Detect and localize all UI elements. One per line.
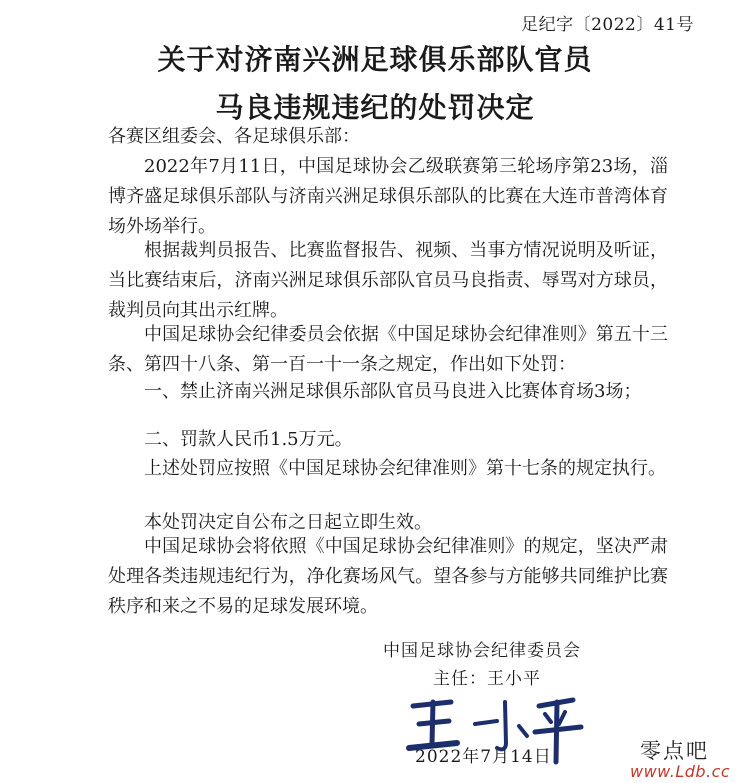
paragraph-penalty-1: 一、禁止济南兴洲足球俱乐部队官员马良进入比赛体育场3场；	[144, 381, 642, 402]
salutation: 各赛区组委会、各足球俱乐部：	[108, 126, 360, 147]
paragraph-penalty-2: 二、罚款人民币1.5万元。	[144, 429, 353, 450]
handwritten-signature	[405, 688, 605, 766]
paragraph-basis: 中国足球协会纪律委员会依据《中国足球协会纪律准则》第五十三条、第四十八条、第一百一十一条之规定，作出如下处罚：	[108, 324, 668, 375]
watermark-site-url: www.Ldb.cc	[630, 762, 731, 781]
paragraph-incident: 2022年7月11日，中国足球协会乙级联赛第三轮场序第23场，淄博齐盛足球俱乐部队与济南兴洲足球俱乐部队的比赛在大连市普湾体育场外场举行。	[108, 156, 668, 237]
document-number: 足纪字〔2022〕41号	[521, 15, 694, 35]
watermark-site-name: 零点吧	[640, 739, 709, 763]
paragraph-findings: 根据裁判员报告、比赛监督报告、视频、当事方情况说明及听证，当比赛结束后，济南兴洲足球俱乐部队官员马良指责、辱骂对方球员，裁判员向其出示红牌。	[108, 240, 668, 321]
document-title-line-2: 马良违规违纪的处罚决定	[215, 91, 535, 124]
paragraph-closing: 中国足球协会将依照《中国足球协会纪律准则》的规定，坚决严肃处理各类违规违纪行为，净化赛场风气。望各参与方能够共同维护比赛秩序和来之不易的足球发展环境。	[108, 536, 668, 617]
paragraph-effective: 本处罚决定自公布之日起立即生效。	[144, 512, 432, 533]
signature-chair: 主任：王小平	[433, 669, 541, 689]
paragraph-execution: 上述处罚应按照《中国足球协会纪律准则》第十七条的规定执行。	[144, 458, 666, 479]
signature-organization: 中国足球协会纪律委员会	[383, 641, 581, 661]
signature-date: 2022年7月14日	[415, 747, 552, 767]
document-title-line-1: 关于对济南兴洲足球俱乐部队官员	[157, 43, 593, 76]
